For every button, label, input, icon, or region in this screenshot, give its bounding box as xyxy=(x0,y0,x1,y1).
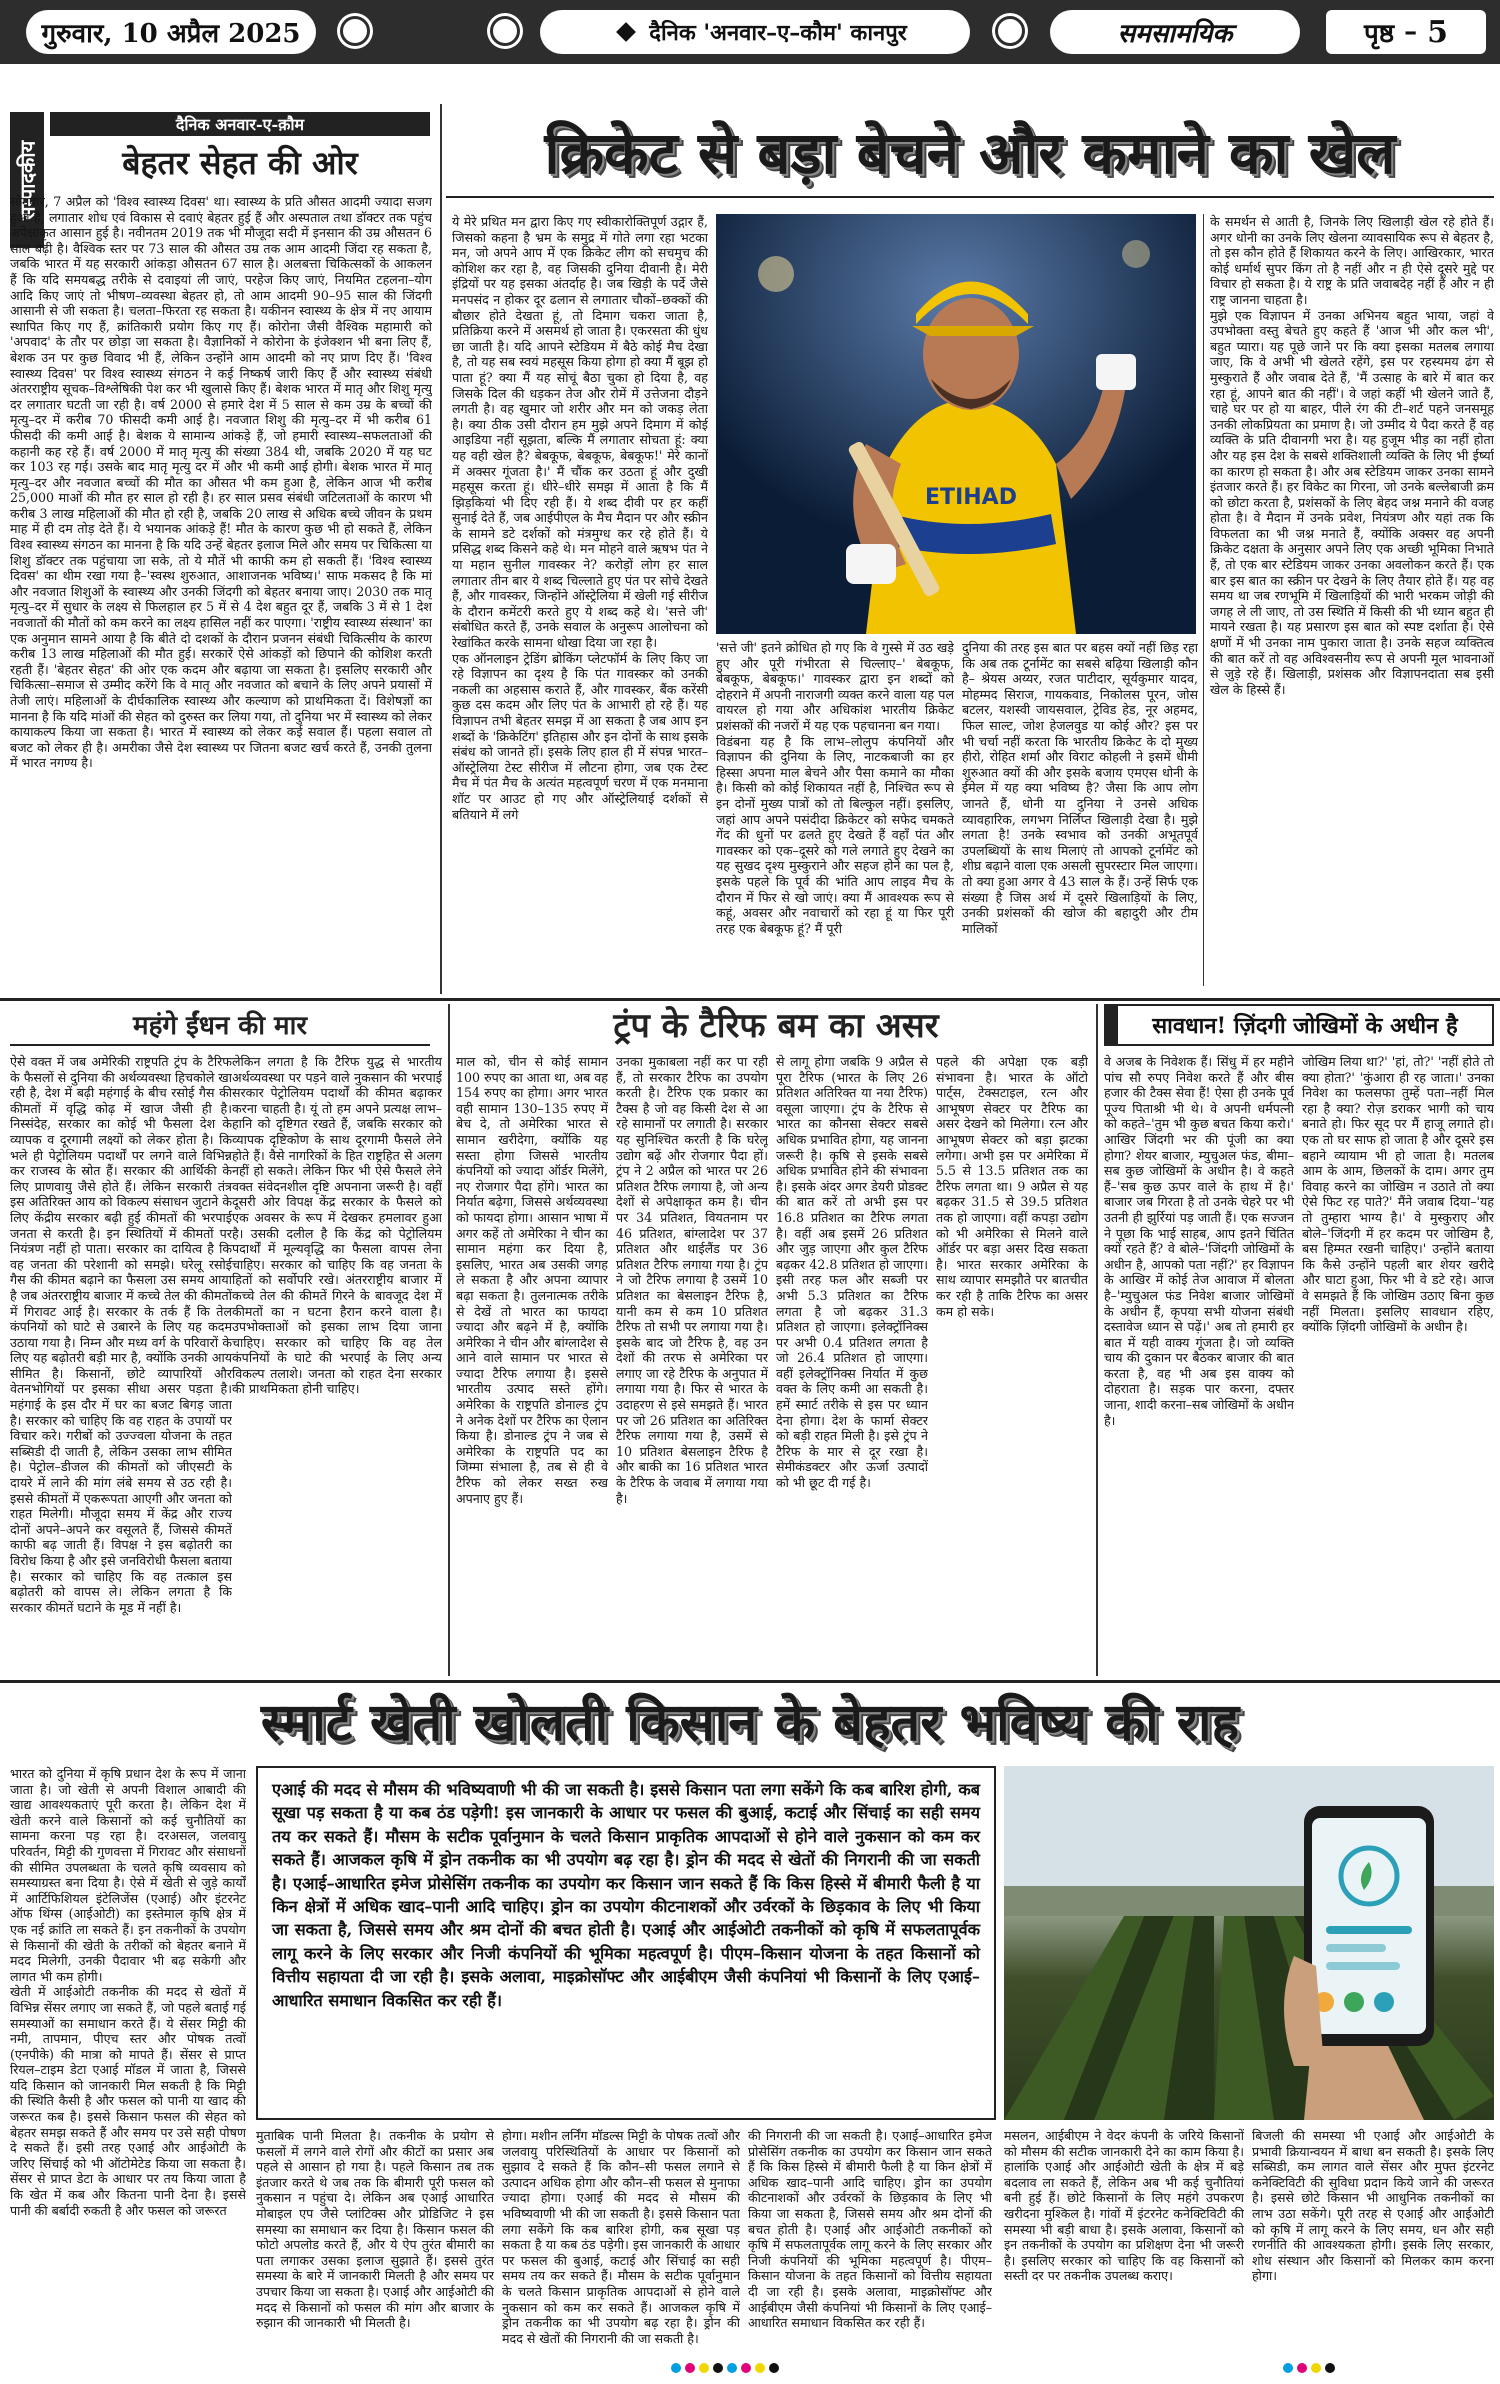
cricketer-image xyxy=(716,214,1196,634)
trump-col-1: माल को, चीन से कोई सामान 100 रुपए का आता था, अब वह 154 रुपए का होगा। अगर भारत वही सामान 130–135 रुपए में बेच दे, तो अमेरिका भारत से सामान खरीदेगा, क्योंकि यह सस्ता होगा जिससे भारतीय कंपनियों को ज्यादा ऑर्डर मिलेंगे, नए रोजगार पैदा होंगे। भारत का निर्यात बढ़ेगा, जिससे अर्थव्यवस्था को फायदा होगा। आसान भाषा में अगर कहें तो अमेरिका ने चीन का सामान महंगा कर दिया है, इसलिए, भारत अब उसकी जगह ले सकता है और अपना व्यापार बढ़ा सकता है। तुलनात्मक तरीके से देखें तो भारत का फायदा ज्यादा और बढ़ने में है, क्योंकि अमेरिका ने चीन और बांग्लादेश से आने वाले सामान पर भारत से ज्यादा टैरिफ लगाया है। इससे भारतीय उत्पाद सस्ते होंगे। अमेरिका के राष्ट्रपति डोनाल्ड ट्रंप ने अनेक देशों पर टैरिफ का ऐलान किया है। डोनाल्ड ट्रंप ने जब से अमेरिका के राष्ट्रपति पद का जिम्मा संभाला है, तब से ही वे टैरिफ को लेकर सख्त रुख अपनाए हुए हैं। xyxy=(456,1054,608,1506)
circle-ornament xyxy=(340,16,370,46)
diamond-icon xyxy=(616,22,636,42)
circle-ornament xyxy=(995,16,1025,46)
cricket-title: क्रिकेट से बड़ा बेचने और कमाने का खेल xyxy=(544,119,1396,187)
editorial-body: सोमवार, 7 अप्रैल को 'विश्व स्वास्थ्य दिवस' था। स्वास्थ्य के प्रति औसत आदमी ज्यादा सजग हुआ है, लगातार शोध एवं विकास से दवाएं बेहतर हुई हैं और अस्पताल तथा डॉक्टर तक पहुंच अपेक्षाकृत आसान हुई है। नवीनतम 2019 तक भी मौजूदा सदी में इनसान की उम्र औसतन 6 साल बढ़ी है। वैश्विक स्तर पर 73 साल की औसत उम्र तक आम आदमी जिंदा रह सकता है, जबकि भारत में यह सरकारी आंकड़ा औसतन 67 साल है। अलबत्ता चिकित्सकों के आकलन हैं कि यदि समयबद्ध तरीके से दवाइयां ली जाएं, परहेज किए जाएं, नियमित टहलना–योग आदि किए जाएं तो भीषण–व्यवस्था बेहतर हो, तो आम आदमी 90–95 साल की जिंदगी आसानी से जी सकता है। चलता–फिरता रह सकता है। यकीनन स्वास्थ्य के क्षेत्र में नए आयाम स्थापित किए गए हैं, क्रांतिकारी प्रयोग किए गए हैं। कोरोना जैसी वैश्विक महामारी को 'अपवाद' के तौर पर छोड़ा जा सकता है। वैज्ञानिकों ने कोरोना के इंजेक्शन भी बना लिए हैं, बेशक उन पर कुछ विवाद भी हैं, लेकिन उन्होंने आम आदमी को नए प्राण दिए हैं। 'विश्व स्वास्थ्य दिवस' पर विश्व स्वास्थ्य संगठन ने कई निष्कर्ष जारी किए हैं और स्वास्थ्य संबंधी अंतरराष्ट्रीय सूचक–विश्लेषिकी पेश कर भी खुलासे किए हैं। बेशक भारत में मातृ और शिशु मृत्यु दर लगातार घटती जा रही है। वर्ष 2000 से हमारे देश में 5 साल से कम उम्र के बच्चों की मृत्यु–दर में करीब 70 फीसदी कमी आई है। नवजात शिशु की मृत्यु–दर में भी करीब 61 फीसदी की कमी आई है। बेशक ये सामान्य आंकड़े हैं, जो हमारी स्वास्थ्य–सफलताओं की कहानी कह रहे हैं। वर्ष 2000 में मातृ मृत्यु की संख्या 384 थी, जबकि 2020 में यह घट कर 103 रह गई। उसके बाद मातृ मृत्यु दर में और भी कमी आई होगी। बेशक भारत में मातृ मृत्यु–दर और नवजात बच्चों की मौत का औसत भी कम हुआ है, लेकिन आज भी करीब 25,000 माओं की मौत हर साल हो रही है। हर साल प्रसव संबंधी जटिलताओं के कारण भी करीब 3 लाख महिलाओं की मौत हो रही है, जबकि 20 लाख से अधिक बच्चे जीवन के प्रथम माह में ही दम तोड़ देते हैं। ये भयानक आंकड़े हैं! मौत के कारण कुछ भी हो सकते हैं, लेकिन विश्व स्वास्थ्य संगठन का मानना है कि यदि उन्हें बेहतर इलाज मिले और समय पर चिकित्सा या शिशु डॉक्टर तक पहुंचाया जा सके, तो ये मौतें भी काफी कम हो सकती हैं। 'विश्व स्वास्थ्य दिवस' का थीम रखा गया है–'स्वस्थ शुरुआत, आशाजनक भविष्य।' साफ मकसद है कि मां और नवजात शिशुओं के स्वास्थ्य और उनकी जिंदगी को बेहतर बनाया जाए। 2030 तक मातृ मृत्यु–दर में सुधार के लक्ष्य से फिलहाल हर 5 में से 4 देश बहुत दूर हैं, जबकि 3 में से 1 देश नवजातों की मौतों को कम करने का लक्ष्य हासिल नहीं कर पाएगा। 'राष्ट्रीय स्वास्थ्य संस्थान' का एक अनुमान सामने आया है कि बीते दो दशकों के दौरान प्रजनन संबंधी चिकित्सीय के कारण करीब 13 लाख महिलाओं की मौत हुई। सरकारें ऐसे आंकड़ों को छिपाने की कोशिश करती रहती हैं। 'बेहतर सेहत' की ओर एक कदम और बढ़ाया जा सकता है। इसलिए सरकारी और चिकित्सा–समाज से उम्मीद करेंगे कि वे मातृ और नवजात को बचाने के लिए अपने प्रयासों में तेजी लाएं। महिलाओं के दीर्घकालिक स्वास्थ्य और कल्याण को प्राथमिकता दें। विशेषज्ञों का मानना है कि यदि मांओं की सेहत को दुरुस्त कर लिया गया, तो दुनिया भर में स्वास्थ्य को लेकर कायाकल्प किया जा सकता है। भारत में स्वास्थ्य को लेकर कई सवाल हैं। पहला सवाल तो बजट को लेकर ही है। अमरीका जैसे देश स्वास्थ्य पर जितना बजट खर्च करते हैं, उनकी तुलना में भारत नगण्य है। xyxy=(10,194,432,771)
farming-col-5: मसलन, आईबीएम ने वेदर कंपनी के जरिये किसानों को मौसम की सटीक जानकारी देने का काम किया है। हालांकि एआई और आईओटी खेती के क्षेत्र में बड़े बदलाव ला सकते हैं, लेकिन अब भी कई चुनौतियां बनी हुई हैं। छोटे किसानों के लिए महंगे उपकरण खरीदना मुश्किल है। गांवों में इंटरनेट कनेक्टिविटी की समस्या भी बड़ी बाधा है। इसके अलावा, किसानों को इन तकनीकों के उपयोग का प्रशिक्षण देना भी जरूरी है। इसलिए सरकार को चाहिए कि वह किसानों को सस्ती दर पर तकनीक उपलब्ध कराए। xyxy=(1004,2128,1244,2284)
cricket-col-4: के समर्थन से आती है, जिनके लिए खिलाड़ी खेल रहे होते हैं। अगर धोनी का उनके लिए खेलना व्यावसायिक रूप से बेहतर है, तो इस कौन होते हैं शिकायत करने के लिए। आखिरकार, भारत कोई धर्मार्थ सुपर किंग तो है नहीं और न ही ऐसे दूसरे मुद्दे पर विचार हो सकता है। ये राष्ट्र के प्रति जवाबदेह नहीं हैं और न ही राष्ट्र जानना चाहता है। मुझे एक विज्ञापन में उनका अभिनय बहुत भाया, जहां वे उपभोक्ता वस्तु बेचते हुए कहते हैं 'आज भी और कल भी', बहुत प्यारा। यह पूछे जाने पर कि क्या इसका मतलब लगाया जाए, कि वे अभी भी खेलते रहेंगे, इस पर रहस्यमय ढंग से मुस्कुराते हैं और जवाब देते हैं, 'मैं उत्साह के बारे में बात कर रहा हूं, आपने बात की नहीं'। वे जहां कहीं भी खेलने जाते हैं, चाहे घर पर हो या बाहर, पीले रंग की टी–शर्ट पहने जनसमूह उनकी लोकप्रियता का प्रमाण है। जो उम्मीद ये पैदा करते हैं वह व्यक्ति के प्रति दीवानगी भरा है। यह हुजूम भीड़ का नहीं होता और यह इस देश के सबसे शक्तिशाली व्यक्ति के लिए भी ईर्ष्या का कारण हो सकता है। और अब स्टेडियम जाकर उनका सामने इंतजार करते हैं। हर विकेट का गिरना, जो उनके बल्लेबाजी क्रम को छोटा करता है, प्रशंसकों के लिए बेहद जश्न मनाने की वजह होता है। वे मैदान में उनके प्रवेश, नियंत्रण और यहां तक कि विफलता का भी जश्न मनाते हैं, क्योंकि अक्सर वह अपनी क्रिकेट दक्षता के अनुसार अपने लिए एक अच्छी भूमिका निभाते हैं, तो एक बार स्टेडियम जाकर उनका अवलोकन करते हैं। एक बार इस बात का स्क्रीन पर देखने के लिए तैयार होते हैं। यह वह समय था जब रणभूमि में खिलाड़ियों की भारी भरकम जोड़ी की जगह ले ली जाए, तो उस स्थिति में किसी की भी ध्यान बहुत ही मायने रखता है। यह प्रसारण इस बात को स्पष्ट दर्शाता है। ऐसे क्षणों में भी उनका नाम पुकारा जाता है। उनके सहज व्यक्तित्व की बात करें तो वह अविश्वसनीय रूप से अपनी मूल भावनाओं से जुड़े रहे हैं। खिलाड़ी, प्रशंसक और विज्ञापनदाता सब इसी खेल के हिस्से हैं। xyxy=(1210,214,1494,697)
editorial-tag: सम्पादकीय xyxy=(10,112,44,248)
header-section: समसामयिक xyxy=(1050,10,1300,54)
farm-phone-image xyxy=(1004,1766,1494,2120)
cricket-col-1: ये मेरे प्रथित मन द्वारा किए गए स्वीकारोक्तिपूर्ण उद्गार हैं, जिसको कहना है भ्रम के समुद्र में गोते लगा रहा भटका मन, जो अपने आप में एक क्रिकेट लीग को सचमुच की कोशिश कर रहा है, वह जिसकी दुनिया दीवानी है। मेरी इंद्रियों पर यह इसका अंतर्दाह है। जब खिड़ी के पर्दे जैसे मनपसंद न होकर दूर ढलान से लगातार चौकों–छक्कों की बौछार होते देखता हूं, तो दिमाग चकरा जाता है, प्रतिक्रिया करने में असमर्थ हो जाता है। एकरसता की धुंध छा जाती है। यदि आपने स्टेडियम में बैठे कोई मैच देखा है, तो यह सब स्वयं महसूस किया होगा हो क्या मैं बूझ हो पाता हूं? क्या मैं यह सोचूं बैठा चुका हो दिया है, वह जिसके दिल की धड़कन तेज और रोमें में उत्तेजना दौड़ने लगती है। वह खुमार जो शरीर और मन को जकड़ लेता है। क्या ठीक उसी दौरान हम मुझे अपने दिमाग में कोई आइडिया नहीं सूझता, बल्कि मैं लगातार सोचता हूं: क्या यह वही खेल है? बेबकूफ, बेबकूफ, बेबकूफ!' मेरे कानों में अक्सर गूंजता है।' मैं चौंक कर उठता हूं और दुखी महसूस करता हूं। धीरे–धीरे समझ में आता है कि मैं झिड़कियां भी दिए रही हैं। ये शब्द दीवी पर हर कहीं सुनाई देते हैं, जब आईपीएल के मैच मैदान पर और स्क्रीन के सामने डटे दर्शकों को मंत्रमुग्ध कर रहे होते हैं। ये प्रसिद्ध शब्द किसने कहे थे। मन मोहने वाले ऋषभ पंत ने या महान सुनील गावस्कर ने? करोड़ों लोग हर साल लगातार तीन बार ये शब्द चिल्लाते हुए पंत पर सोचे देखते हैं, और गावस्कर, जिन्होंने ऑस्ट्रेलिया में खेली गई सीरीज के दौरान कमेंटरी करते हुए ये शब्द कहे थे। 'सत्ते जी' संबोधित करते हैं, उनके सवाल के अनुरूप आलोचना को रेखांकित करके सामना धोखा दिया जा रहा है। एक ऑनलाइन ट्रेडिंग ब्रोकिंग प्लेटफॉर्म के लिए किए जा रहे विज्ञापन का दृश्य है कि पंत गावस्कर को उनकी नकली का अहसास कराते हैं, और गावस्कर, बैंक करेंसी कुछ दस कदम और लिए पंत के आभारी हो रहे हैं। यह विज्ञापन तभी बेहतर समझ में आ सकता है जब आप इन शब्दों के 'क्रिकेटिंग' इतिहास और इन दोनों के साथ इसके संबंध को जानते हों। इसके लिए हाल ही में संपन्न भारत–ऑस्ट्रेलिया टेस्ट सीरीज में लौटना होगा, जब एक टेस्ट मैच में पंत मैच के अत्यंत महत्वपूर्ण चरण में एक मनमाना शॉट पर आउट हो गए और ऑस्ट्रेलियाई दर्शकों से बतियाने में लगे xyxy=(452,214,708,822)
svg-text:ETIHAD: ETIHAD xyxy=(925,485,1017,510)
fuel-col-2: लेकिन लगता है कि टैरिफ युद्ध से भारतीय अर्थव्यवस्था पर पड़ने वाले नुकसान की भरपाई सरकार पेट्रोलियम पदार्थों की कीमत बढ़ाकर करना चाहती है। यूं तो हम अपने प्रत्यक्ष लाभ–हानि को दृष्टिगत रखते हैं, जबकि सरकार को व्यापक दृष्टिकोण के साथ दूरगामी फैसले लेने होते हैं। वैसे नागरिकों के हित राष्ट्रहित से अलग नहीं हो सकते। लेकिन फिर भी ऐसे फैसले लेने वक्त संवेदनशील दृष्टि अपनाना जरूरी है। वहीं दूसरी ओर विपक्ष केंद्र सरकार के फैसले को एक अवसर के रूप में देखकर हमलावर हुआ है। उसकी दलील है कि केंद्र को पेट्रोलियम पदार्थों में मूल्यवृद्धि का फैसला वापस लेना चाहिए। सरकार को चाहिए कि वह जनता के हितों को सर्वोपरि रखे। अंतरराष्ट्रीय बाजार में कच्चे तेल की कीमतें गिरने के बावजूद देश में कीमतों का न घटना हैरान करने वाला है। उपभोक्ताओं को इसका लाभ दिया जाना चाहिए। सरकार को चाहिए कि वह तेल कंपनियों के घाटे की भरपाई के लिए अन्य विकल्प तलाशे। जनता को राहत देना सरकार की प्राथमिकता होनी चाहिए। xyxy=(232,1054,442,1397)
smart-farming-photo xyxy=(1004,1766,1494,2120)
life-col-2: जोखिम लिया था?' 'हां, तो?' 'नहीं होते तो क्या होता?' 'कुंआरा ही रह जाता।' उनका निवेश का फलसफा तुम्हें पता–नहीं मिल रहा है क्या? रोज़ डराकर भागी को चाय बनाते हो। फिर सूद पर मैं हाजू लगाते हो। एक तो घर साफ हो जाता है और दूसरे इस बहाने व्यायाम भी हो जाता है। मतलब आम के आम, छिलकों के दाम। अगर तुम विवाह करने का जोखिम न उठाते तो क्या ऐसे फिट रह पाते?' मैंने जवाब दिया–'यह तो तुम्हारा भाग्य है।' वे मुस्कुराए और बोले–'जिंदगी में हर कदम पर जोखिम है, बस हिम्मत रखनी चाहिए।' उन्होंने बताया कि कैसे उन्होंने पहली बार शेयर खरीदे और घाटा हुआ, फिर भी वे डटे रहे। आज वे समझते हैं कि जोखिम उठाए बिना कुछ नहीं मिलता। इसलिए सावधान रहिए, क्योंकि ज़िंदगी जोखिमों के अधीन है। xyxy=(1302,1054,1494,1335)
trump-title: ट्रंप के टैरिफ बम का असर xyxy=(613,1006,939,1046)
farming-col-4: की निगरानी की जा सकती है। एआई–आधारित इमेज प्रोसेसिंग तकनीक का उपयोग कर किसान जान सकते हैं कि किस हिस्से में बीमारी फैली है या किन क्षेत्रों में अधिक खाद–पानी आदि चाहिए। ड्रोन का उपयोग कीटनाशकों और उर्वरकों के छिड़काव के लिए भी किया जा सकता है, जिससे समय और श्रम दोनों की बचत होती है। एआई और आईओटी तकनीकों को कृषि में सफलतापूर्वक लागू करने के लिए सरकार और निजी कंपनियों की भूमिका महत्वपूर्ण है। पीएम–किसान योजना के तहत किसानों को वित्तीय सहायता दी जा रही है। इसके अलावा, माइक्रोसॉफ्ट और आईबीएम जैसी कंपनियां भी किसानों के लिए एआई–आधारित समाधान विकसित कर रही हैं। xyxy=(748,2128,992,2331)
fuel-title: महंगे ईंधन की मार xyxy=(10,1006,430,1046)
header-page-number: पृष्ठ – 5 xyxy=(1326,10,1486,54)
editorial-title: बेहतर सेहत की ओर xyxy=(122,144,358,182)
farming-col-6: बिजली की समस्या भी एआई और आईओटी के प्रभावी क्रियान्वयन में बाधा बन सकती है। इसके लिए सब्सिडी, कम लागत वाले सेंसर और मुफ्त इंटरनेट कनेक्टिविटी की सुविधा प्रदान किये जाने की जरूरत है। इससे छोटे किसान भी आधुनिक तकनीकों का लाभ उठा सकेंगे। पूरी तरह से एआई और आईओटी को कृषि में लागू करने के लिए समय, धन और सही रणनीति की आवश्यकता होगी। इसके लिए सरकार, शोध संस्थान और किसानों को मिलकर काम करना होगा। xyxy=(1252,2128,1494,2284)
header-date: गुरुवार, 10 अप्रैल 2025 xyxy=(26,10,316,54)
farming-summary-box: एआई की मदद से मौसम की भविष्यवाणी भी की जा सकती है। इससे किसान पता लगा सकेंगे कि कब बारिश होगी, कब सूखा पड़ सकता है या कब ठंड पड़ेगी! इस जानकारी के आधार पर फसल की बुआई, कटाई और सिंचाई का सही समय तय कर सकते हैं। मौसम के सटीक पूर्वानुमान के चलते किसान प्राकृतिक आपदाओं से होने वाले नुकसान को कम कर सकते हैं। आजकल कृषि में ड्रोन तकनीक का भी उपयोग बढ़ रहा है। ड्रोन की मदद से खेतों की निगरानी की जा सकती है। एआई–आधारित इमेज प्रोसेसिंग तकनीक का उपयोग कर किसान जान सकते हैं कि किस हिस्से में बीमारी फैली है या किन क्षेत्रों में अधिक खाद–पानी आदि चाहिए। ड्रोन का उपयोग कीटनाशकों और उर्वरकों के छिड़काव के लिए भी किया जा सकता है, जिससे समय और श्रम दोनों की बचत होती है। एआई और आईओटी तकनीकों को कृषि में सफलतापूर्वक लागू करने के लिए सरकार और निजी कंपनियों की भूमिका महत्वपूर्ण है। पीएम–किसान योजना के तहत किसानों को वित्तीय सहायता दी जा रही है। इसके अलावा, माइक्रोसॉफ्ट और आईबीएम जैसी कंपनियां भी किसानों के लिए एआई–आधारित समाधान विकसित कर रही हैं। xyxy=(256,1766,996,2120)
column-rule xyxy=(448,1004,450,1676)
page-footer xyxy=(0,2352,1500,2384)
trump-col-3: से लागू होगा जबकि 9 अप्रैल से पूरा टैरिफ (भारत के लिए 26 प्रतिशत अतिरिक्त या नया टैरिफ) वसूला जाएगा। ट्रंप के टैरिफ से भारत का कौनसा सेक्टर सबसे अधिक प्रभावित होगा, यह जानना जरूरी है। कृषि से इसके सबसे अधिक प्रभावित होने की संभावना है। इसके अंदर अगर डेयरी प्रोडक्ट की बात करें तो अभी इस पर 16.8 प्रतिशत का टैरिफ लगता है। वहीं अब इसमें 26 प्रतिशत और जुड़ जाएगा और कुल टैरिफ बढ़कर 42.8 प्रतिशत हो जाएगा। इसी तरह फल और सब्जी पर अभी 5.3 प्रतिशत का टैरिफ लगता है जो बढ़कर 31.3 प्रतिशत हो जाएगा। इलेक्ट्रॉनिक्स पर अभी 0.4 प्रतिशत लगता है जो 26.4 प्रतिशत हो जाएगा। वहीं इलेक्ट्रॉनिक्स निर्यात में कुछ वक्त के लिए कमी आ सकती है। हमें स्मार्ट तरीके से इस पर ध्यान देना होगा। देश के फार्मा सेक्टर को बड़ी राहत मिली है। इसे ट्रंप ने टैरिफ के मार से दूर रखा है। सेमीकंडक्टर और ऊर्जा उत्पादों को भी छूट दी गई है। xyxy=(776,1054,928,1491)
farming-title: स्मार्ट खेती खोलती किसान के बेहतर भविष्य की राह xyxy=(260,1692,1240,1753)
life-col-1: वे अजब के निवेशक हैं। सिंधु में हर महीने पांच सौ रुपए निवेश करते हैं और बीस हजार की टैक्स सेवा हैं! ऐसा ही उनके पूर्व पूज्य पिताश्री भी थे। वे अपनी धर्मपत्नी को कहते–'तुम भी कुछ बचत किया करो।' आखिर जिंदगी भर की पूंजी का क्या होगा? शेयर बाजार, म्युचुअल फंड, बीमा–सब कुछ जोखिमों के अधीन है। वे कहते हैं–'सब कुछ ऊपर वाले के हाथ में है।' बाजार जब गिरता है तो उनके चेहरे पर भी उतनी ही झुर्रियां पड़ जाती हैं। एक सज्जन ने पूछा कि भाई साहब, आप इतने चिंतित क्यों रहते हैं? वे बोले–'जिंदगी जोखिमों के अधीन है, आपको पता नहीं?' हर विज्ञापन के आखिर में कोई तेज आवाज में बोलता है–'म्युचुअल फंड निवेश बाजार जोखिमों के अधीन हैं, कृपया सभी योजना संबंधी दस्तावेज ध्यान से पढ़ें।' अब तो हमारी हर बात में यही वाक्य गूंजता है। जो व्यक्ति चाय की दुकान पर बैठकर बाजार की बात करता है, वह भी अब इस वाक्य को दोहराता है। सड़क पार करना, दफ्तर जाना, शादी करना–सब जोखिमों के अधीन है। xyxy=(1104,1054,1294,1428)
column-rule xyxy=(440,104,442,994)
trump-col-2: उनका मुकाबला नहीं कर पा रही हैं, तो सरकार टैरिफ का उपयोग करती है। टैरिफ एक प्रकार का टैक्स है जो वह किसी देश से आ रहे सामानों पर लगाती है। सरकार यह सुनिश्चित करती है कि घरेलू उद्योग बढ़ें और रोजगार पैदा हों। ट्रंप ने 2 अप्रैल को भारत पर 26 प्रतिशत टैरिफ लगाया है, जो अन्य देशों से अपेक्षाकृत कम है। चीन पर 34 प्रतिशत, वियतनाम पर 46 प्रतिशत, बांग्लादेश पर 37 प्रतिशत और थाईलैंड पर 36 प्रतिशत टैरिफ लगाया गया है। ट्रंप ने जो टैरिफ लगाया है उसमें 10 प्रतिशत का बेसलाइन टैरिफ है, यानी कम से कम 10 प्रतिशत टैरिफ तो सभी पर लगाया गया है। इसके बाद जो टैरिफ है, वह उन देशों की तरफ से अमेरिका पर लगाए जा रहे टैरिफ के अनुपात में लगाया गया है। फिर से भारत के उदाहरण से इसे समझते हैं। भारत पर जो 26 प्रतिशत का अतिरिक्त टैरिफ लगाया गया है, उसमें से 10 प्रतिशत बेसलाइन टैरिफ है और बाकी का 16 प्रतिशत भारत के टैरिफ के जवाब में लगाया गया है। xyxy=(616,1054,768,1506)
column-rule xyxy=(1096,1004,1098,1676)
cricket-col-3: दुनिया की तरह इस बात पर बहस क्यों नहीं छिड़ रहा कि अब तक टूर्नामेंट का सबसे बढ़िया खिलाड़ी कौन है– श्रेयस अय्यर, रजत पाटीदार, सूर्यकुमार यादव, मोहम्मद सिराज, गायकवाड, निकोलस पूरन, जोस बटलर, यशस्वी जायसवाल, ट्रेविड हेड, नूर अहमद, फिल साल्ट, जोश हेजलवुड या कोई और? इस पर भी चर्चा नहीं करता कि भारतीय क्रिकेट के दो मुख्य हीरो, रोहित शर्मा और विराट कोहली ने इसमें धीमी शुरुआत क्यों की और इसके बजाय एमएस धोनी के ईमेल में यह क्या भविष्य है? जैसा कि आप लोग जानते हैं, धोनी या दुनिया ने उनसे अधिक व्यावहारिक, लगभग निर्लिप्त खिलाड़ी देखा है। मुझे लगता है! उनके स्वभाव को उनकी अभूतपूर्व उपलब्धियों के साथ मिलाएं तो आपको टूर्नामेंट को शीघ्र बढ़ाने वाला एक असली सुपरस्टार मिल जाएगा। तो क्या हुआ अगर वे 43 साल के हैं। उन्हें सिर्फ एक संख्या है जिस अर्थ में दूसरे खिलाड़ियों के लिए, उनकी प्रशंसकों की खोज की बहादुरी और टीम मालिकों xyxy=(962,640,1198,936)
column-rule xyxy=(1203,214,1204,986)
section-divider xyxy=(0,998,1500,1001)
dhoni-photo xyxy=(716,214,1196,634)
life-title: सावधान! ज़िंदगी जोखिमों के अधीन है xyxy=(1104,1004,1494,1046)
circle-ornament xyxy=(490,16,520,46)
section-divider xyxy=(0,1680,1500,1683)
header-paper-name: दैनिक 'अनवार–ए–कौम' कानपुर xyxy=(540,10,970,54)
page-header xyxy=(0,0,1500,64)
farming-intro-col: भारत को दुनिया में कृषि प्रधान देश के रूप में जाना जाता है। जो खेती से अपनी विशाल आबादी की खाद्य आवश्यकताएं पूरी करता है। लेकिन देश में खेती करने वाले किसानों को कई चुनौतियों का सामना करना पड़ रहा है। दरअसल, जलवायु परिवर्तन, मिट्टी की गुणवत्ता में गिरावट और संसाधनों की सीमित उपलब्धता के चलते कृषि व्यवसाय को समस्याग्रस्त बना दिया है। ऐसे में खेती से जुड़े कार्यों में आर्टिफिशियल इंटेलिजेंस (एआई) और इंटरनेट ऑफ थिंग्स (आईओटी) का इस्तेमाल कृषि क्षेत्र में एक नई क्रांति ला सकते हैं। इन तकनीकों के उपयोग से किसानों की खेती के तरीकों को बेहतर बनाने में मदद मिलेगी, उनकी पैदावार भी बढ़ सकेगी और लागत भी कम होगी। खेती में आईओटी तकनीक की मदद से खेतों में विभिन्न सेंसर लगाए जा सकते हैं, जो पहले बताई गई समस्याओं का समाधान करते हैं। ये सेंसर मिट्टी की नमी, तापमान, पीएच स्तर और पोषक तत्वों (एनपीके) की मात्रा को मापते हैं। सेंसर से प्राप्त रियल–टाइम डेटा एआई मॉडल में जाता है, जिससे यदि किसान को जानकारी मिल सकती है कि मिट्टी की स्थिति कैसी है और फसल को पानी या खाद की जरूरत कब है। इससे किसान फसल की सेहत को बेहतर समझ सकते हैं और समय पर उसे सही पोषण दे सकते हैं। इसी तरह एआई और आईओटी के जरिए सिंचाई को भी ऑटोमेटेड किया जा सकता है। सेंसर से प्राप्त डेटा के आधार पर तय किया जाता है कि खेत में कब और कितना पानी देना है। इससे पानी की बर्बादी रुकती है और फसल को जरूरत xyxy=(10,1766,246,2218)
farming-col-2: मुताबिक पानी मिलता है। तकनीक के प्रयोग से फसलों में लगने वाले रोगों और कीटों का प्रसार अब पहले से आसान हो गया है। पहले किसान तब तक इंतजार करते थे जब तक कि बीमारी पूरी फसल को नुकसान न पहुंचा दे। लेकिन अब एआई आधारित मोबाइल एप जैसे प्लांटिक्स और प्रोडिजिट ने इस समस्या का समाधान कर दिया है। किसान फसल की फोटो अपलोड करते हैं, और ये ऐप तुरंत बीमारी का पता लगाकर उसका इलाज सुझाते हैं। इससे तुरंत समस्या के बारे में जानकारी मिलती है और समय पर उपचार किया जा सकता है। एआई और आईओटी की मदद से किसानों को फसल की मांग और बाजार के रुझान की जानकारी भी मिलती है। xyxy=(256,2128,494,2331)
trump-col-4: पहले की अपेक्षा एक बड़ी संभावना है। भारत के ऑटो पार्ट्स, टेक्सटाइल, रत्न और आभूषण सेक्टर पर टैरिफ का असर देखने को मिलेगा। रत्न और आभूषण सेक्टर को बड़ा झटका लगेगा। अभी इस पर अमेरिका में 5.5 से 13.5 प्रतिशत तक का टैरिफ लगता था। 9 अप्रैल से यह बढ़कर 31.5 से 39.5 प्रतिशत तक हो जाएगा। वहीं कपड़ा उद्योग को भी अमेरिका से मिलने वाले ऑर्डर पर बड़ा असर दिख सकता है। भारत सरकार अमेरिका के साथ व्यापार समझौते पर बातचीत कर रही है ताकि टैरिफ का असर कम हो सके। xyxy=(936,1054,1088,1319)
registration-marks xyxy=(0,2352,1500,2384)
cricket-col-2: 'सत्ते जी' इतने क्रोधित हो गए कि वे गुस्से में उठ खड़े हुए और पूरी गंभीरता से चिल्लाए–' बेबकूफ, बेबकूफ, बेबकूफ।' गावस्कर द्वारा इन शब्दों को दोहराने में अपनी नाराजगी व्यक्त करने वाला यह पल वायरल हो गया और अधिकांश भारतीय क्रिकेट प्रशंसकों की नजरों में यह एक पहचानना बन गया। विडंबना यह है कि लाभ–लोलुप कंपनियों और विज्ञापन की दुनिया के लिए, नाटकबाजी का हर हिस्सा अपना माल बेचने और पैसा कमाने का मौका है। किसी को कोई शिकायत नहीं है, निश्चित रूप से इन दोनों मुख्य पात्रों को तो बिल्कुल नहीं। इसलिए, जहां आप अपने पसंदीदा क्रिकेटर को सफेद चमकते गेंद की धुनों पर ढलते हुए देखते हैं वहाँ पंत और गावस्कर को एक–दूसरे को गले लगाते हुए देखने का यह सुखद दृश्य मुस्कुराने और सहज होने का पल है, इसके पहले कि पूर्व की भांति आप लाइव मैच के दौरान में फिर से खो जाएं। क्या मैं आवश्यक रूप से कहूं, अवसर और नवाचारों को रहा हूं या फिर पूरी तरह एक बेबकूफ हूं? मैं पूरी xyxy=(716,640,954,936)
fuel-col-1: ऐसे वक्त में जब अमेरिकी राष्ट्रपति ट्रंप के टैरिफ के फैसलों से दुनिया की अर्थव्यवस्था हिचकोले खा रही है, देश में बढ़ी महंगाई के बीच रसोई गैस की कीमतों में वृद्धि कोढ़ में खाज जैसी ही है। निस्संदेह, सरकार का कोई भी फैसला देश के व्यापक व दूरगामी लक्ष्यों को लेकर होता है। कि भले ही पेट्रोलियम पदार्थों पर लगने वाले विभिन्न कर राजस्व के स्रोत हैं। सरकार की आर्थिकी के लिए प्राणवायु जैसे होते हैं। लेकिन सरकारी तंत्र इस अतिरिक्त आय को विकल्प संसाधन जुटाने के लिए केंद्रीय सरकार बढ़ी हुई कीमतों की भरपाई जनता से करती है। इन स्थितियों में कीमतों पर नियंत्रण नहीं हो पाता। सरकार का दायित्व है कि वह जनता की परेशानी को समझे। घरेलू रसोई गैस की कीमत बढ़ाने का फैसला उस समय आया है जब अंतरराष्ट्रीय बाजार में कच्चे तेल की कीमतों में गिरावट आई है। सरकार के तर्क हैं कि तेल कंपनियों को घाटे से उबारने के लिए यह कदम उठाया गया है। निम्न और मध्य वर्ग के परिवारों के लिए यह बढ़ोतरी बड़ी मार है, क्योंकि उनकी आय सीमित है। किसानों, छोटे व्यापारियों और वेतनभोगियों पर इसका सीधा असर पड़ता है। महंगाई के इस दौर में घर का बजट बिगड़ जाता है। सरकार को चाहिए कि वह राहत के उपायों पर विचार करे। गरीबों को उज्ज्वला योजना के तहत सब्सिडी दी जाती है, लेकिन उसका लाभ सीमित है। पेट्रोल–डीजल की कीमतों को जीएसटी के दायरे में लाने की मांग लंबे समय से उठ रही है। इससे कीमतों में एकरूपता आएगी और जनता को राहत मिलेगी। मौजूदा समय में केंद्र और राज्य दोनों अपने–अपने कर वसूलते हैं, जिससे कीमतें काफी बढ़ जाती हैं। विपक्ष ने इस बढ़ोतरी का विरोध किया है और इसे जनविरोधी फैसला बताया है। सरकार को चाहिए कि वह तत्काल इस बढ़ोतरी को वापस ले। लेकिन लगता है कि सरकार कीमतें घटाने के मूड में नहीं है। xyxy=(10,1054,232,1615)
editorial-banner: दैनिक अनवार-ए-क़ौम xyxy=(50,112,430,136)
farming-col-3: होगा। मशीन लर्निंग मॉडल्स मिट्टी के पोषक तत्वों और जलवायु परिस्थितियों के आधार पर किसानों को सुझाव दे सकते हैं कि कौन–सी फसल लगाने से उत्पादन अधिक होगा और कौन–सी फसल से मुनाफा ज्यादा होगा। एआई की मदद से मौसम की भविष्यवाणी भी की जा सकती है। इससे किसान पता लगा सकेंगे कि कब बारिश होगी, कब सूखा पड़ सकता है या कब ठंड पड़ेगी। इस जानकारी के आधार पर फसल की बुआई, कटाई और सिंचाई का सही समय तय कर सकते हैं। मौसम के सटीक पूर्वानुमान के चलते किसान प्राकृतिक आपदाओं से होने वाले नुकसान को कम कर सकते हैं। आजकल कृषि में ड्रोन तकनीक का भी उपयोग बढ़ रहा है। ड्रोन की मदद से खेतों की निगरानी की जा सकती है। xyxy=(502,2128,740,2346)
